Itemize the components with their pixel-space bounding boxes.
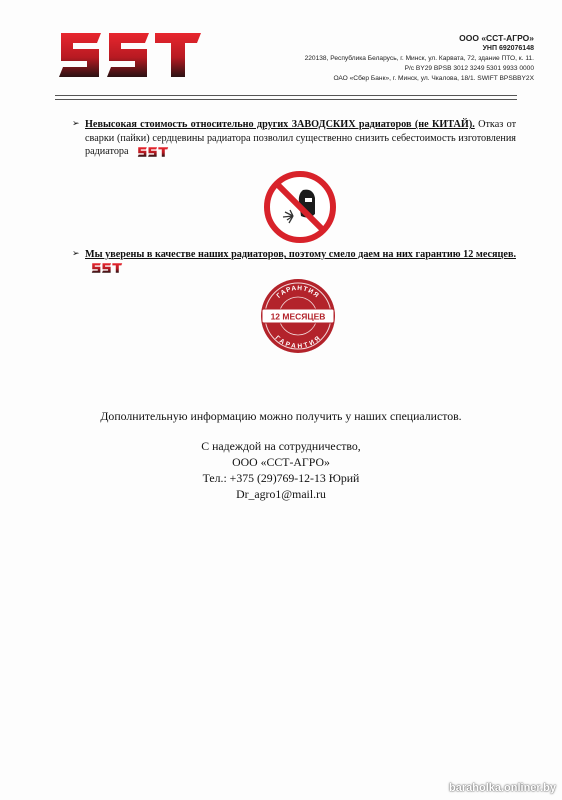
bullet-warranty [72, 248, 516, 275]
header-divider [55, 95, 517, 100]
seal-top-text: ГАРАНТИЯ [275, 284, 321, 300]
watermark: baraholka.onliner.by [449, 782, 556, 794]
company-address: 220138, Республика Беларусь, г. Минск, ул. Карвата, 72, здание ПТО, к. 11. [304, 55, 534, 62]
company-details [234, 33, 534, 84]
contact-email: Dr_agro1@mail.ru [236, 487, 326, 501]
bullet-price-lead: Невысокая стоимость относительно других ЗАВОДСКИХ радиаторов (не КИТАЙ). [85, 119, 475, 130]
no-welding-icon [263, 170, 337, 244]
closing-company: ООО «ССТ-АГРО» [232, 455, 330, 469]
seal-bottom-text: ГАРАНТИЯ [273, 334, 323, 351]
bullet-warranty-lead: Мы уверены в качестве наших радиаторов, поэтому смело даем на них гарантию 12 месяцев. [85, 249, 516, 260]
closing-phrase: С надеждой на сотрудничество, [201, 439, 361, 453]
company-name: ООО «ССТ-АГРО» [459, 33, 534, 43]
sst-mini-logo [134, 146, 172, 158]
seal-center-text: 12 МЕСЯЦЕВ [270, 311, 326, 322]
bullet-price-body: Отказ от сварки (пайки) сердцевины радиатора позволил существенно снизить себестоимость изготовления радиатора [85, 119, 517, 157]
company-account: Р/с BY29 BPSB 3012 3249 5301 9933 0000 [404, 65, 534, 72]
company-unp: УНП 692076148 [482, 45, 534, 52]
sst-mini-logo [88, 262, 126, 274]
arrow-bullet-icon: ➢ [72, 249, 80, 259]
company-bank: ОАО «Сбер Банк», г. Минск, ул. Чкалова, 18/1. SWIFT BPSBBY2X [333, 75, 534, 82]
bullet-price [72, 118, 516, 159]
sst-logo [55, 27, 205, 83]
warranty-seal-icon [258, 276, 338, 356]
arrow-bullet-icon: ➢ [72, 119, 80, 129]
contact-phone: Тел.: +375 (29)769-12-13 Юрий [202, 471, 360, 485]
closing-block [0, 438, 562, 502]
info-text: Дополнительную информацию можно получить у наших специалистов. [100, 409, 462, 423]
